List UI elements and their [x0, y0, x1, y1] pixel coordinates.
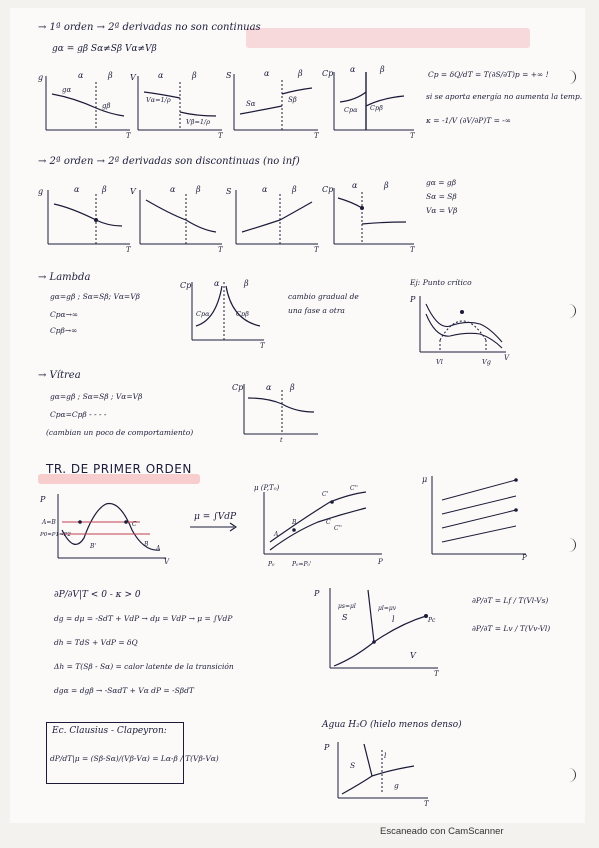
vitrea-eq-2: Cpα=Cpβ - - - -: [50, 410, 107, 419]
vitrea-heading: → Vítrea: [38, 370, 81, 381]
svg-text:α: α: [78, 71, 84, 80]
lambda-eq-3: Cpβ→∞: [50, 326, 78, 335]
svg-text:Cp: Cp: [322, 185, 334, 194]
svg-text:α: α: [350, 65, 356, 74]
cp-vs-t-second-order-plot: [322, 178, 422, 252]
s-vs-t-second-order-plot: [226, 180, 326, 252]
svg-text:V: V: [130, 187, 136, 196]
notebook-page: [10, 8, 585, 823]
svg-text:S: S: [342, 613, 348, 622]
second-order-eq-s: Sα = Sβ: [426, 192, 457, 201]
second-order-heading: → 2ª orden → 2ª derivadas son discontinuas (no inf): [38, 156, 300, 167]
s-vs-t-first-order-plot: [226, 64, 326, 138]
first-order-equations: gα = gβ Sα≠Sβ Vα≠Vβ: [52, 44, 157, 54]
highlight-mark: [246, 28, 530, 48]
lambda-note-line-2: una fase a otra: [288, 306, 345, 315]
svg-text:β: β: [290, 383, 295, 392]
svg-text:T: T: [434, 670, 439, 678]
svg-text:α: α: [214, 279, 220, 288]
binder-hole: [565, 768, 576, 782]
svg-text:V: V: [164, 558, 170, 566]
svg-text:V: V: [130, 73, 136, 82]
svg-text:Sβ: Sβ: [288, 96, 297, 104]
svg-text:Pc: Pc: [428, 617, 436, 624]
binder-hole: [565, 304, 576, 318]
cp-vitrea-plot: [232, 378, 322, 444]
svg-text:β: β: [192, 71, 197, 80]
v-vs-t-first-order-plot: [130, 68, 230, 138]
phase-diagram-pt-plot: [314, 578, 444, 680]
primer-orden-title: TR. DE PRIMER ORDEN: [46, 462, 192, 476]
svg-text:C'': C'': [334, 525, 342, 532]
vitrea-eq-1: gα=gβ ; Sα=Sβ ; Vα=Vβ: [50, 392, 143, 401]
svg-text:α: α: [264, 69, 270, 78]
svg-text:Cpα: Cpα: [196, 310, 210, 318]
lambda-eq-2: Cpα→∞: [50, 310, 79, 319]
svg-text:α: α: [262, 185, 268, 194]
svg-text:C: C: [132, 521, 137, 528]
svg-text:T: T: [410, 132, 415, 140]
svg-text:Cpβ: Cpβ: [370, 104, 383, 112]
svg-text:T: T: [260, 342, 265, 350]
svg-text:gβ: gβ: [102, 102, 111, 110]
svg-text:C': C': [322, 491, 329, 498]
lambda-heading: → Lambda: [38, 272, 91, 283]
critical-point-pv-plot: [410, 290, 510, 370]
water-phase-diagram-plot: [324, 736, 434, 806]
svg-text:μ: μ: [422, 475, 428, 484]
cp-note: si se aporta energía no aumenta la temp.: [426, 92, 583, 101]
svg-text:α: α: [170, 185, 176, 194]
equation-dh: dh = TdS + VdP = δQ: [54, 638, 138, 647]
svg-text:T: T: [218, 132, 223, 140]
svg-text:Cpα: Cpα: [344, 106, 358, 114]
svg-text:B: B: [144, 541, 149, 548]
svg-text:P: P: [522, 554, 527, 562]
svg-text:Vβ=1/ρ: Vβ=1/ρ: [186, 118, 211, 126]
svg-text:P: P: [314, 589, 320, 598]
svg-text:g: g: [38, 187, 44, 196]
svg-text:A: A: [156, 545, 161, 552]
clausius-clapeyron-title: Ec. Clausius - Clapeyron:: [52, 726, 167, 736]
svg-text:μl=μv: μl=μv: [378, 605, 397, 612]
svg-text:μs=μl: μs=μl: [338, 603, 356, 610]
lambda-note-line-1: cambio gradual de: [288, 292, 359, 301]
svg-text:Sα: Sα: [246, 100, 256, 108]
svg-text:β: β: [292, 185, 297, 194]
clapeyron-fusion: ∂P/∂T = Lf / T(Vl-Vs): [472, 596, 549, 605]
clausius-clapeyron-equation: dP/dT|μ = (Sβ-Sα)/(Vβ-Vα) = Lα-β / T(Vβ-Vα): [50, 754, 219, 763]
svg-text:α: α: [352, 181, 358, 190]
svg-text:Cp: Cp: [322, 69, 334, 78]
svg-text:C: C: [326, 519, 331, 526]
g-vs-t-second-order-plot: [38, 180, 138, 252]
svg-text:α: α: [74, 185, 80, 194]
svg-text:t: t: [280, 436, 283, 444]
second-order-eq-g: gα = gβ: [426, 178, 457, 187]
svg-text:A=B: A=B: [42, 519, 56, 526]
svg-text:S: S: [226, 187, 232, 196]
svg-text:P₀=P₀': P₀=P₀': [292, 561, 312, 568]
svg-text:β: β: [102, 185, 107, 194]
svg-text:l: l: [384, 751, 387, 760]
svg-text:A: A: [274, 531, 279, 538]
svg-text:β: β: [196, 185, 201, 194]
water-heading: Agua H₂O (hielo menos denso): [322, 720, 462, 730]
svg-text:T: T: [410, 246, 415, 254]
equation-dg: dg = dμ = -SdT + VdP → dμ = VdP → μ = ∫VdP: [54, 614, 233, 623]
svg-text:μ (P,T₀): μ (P,T₀): [254, 484, 280, 492]
svg-text:g: g: [38, 73, 44, 82]
svg-text:B': B': [90, 543, 97, 550]
kappa-definition: κ = -1/V (∂V/∂P)T = -∞: [426, 116, 512, 125]
svg-text:β: β: [298, 69, 303, 78]
svg-text:P: P: [324, 743, 330, 752]
g-vs-t-first-order-plot: [38, 68, 138, 138]
inequality-line: ∂P/∂V|T < 0 - κ > 0: [54, 590, 141, 600]
svg-text:C'': C'': [350, 485, 358, 492]
svg-text:P: P: [410, 295, 416, 304]
cp-vs-t-first-order-plot: [322, 62, 422, 138]
mu-vs-t-family-plot: [422, 470, 532, 564]
vitrea-eq-3: (cambian un poco de comportamiento): [46, 428, 194, 437]
svg-text:V: V: [410, 651, 416, 660]
svg-text:T: T: [424, 800, 429, 808]
mu-integral-label: μ = ∫VdP: [194, 512, 237, 522]
mu-integral-arrow: [190, 522, 240, 532]
clapeyron-vaporization: ∂P/∂T = Lv / T(Vv-Vl): [472, 624, 551, 633]
svg-text:T: T: [126, 132, 131, 140]
svg-text:T: T: [218, 246, 223, 254]
critical-point-label: Ej: Punto crítico: [410, 278, 472, 287]
svg-text:Vl: Vl: [436, 358, 443, 366]
pv-isotherm-plot: [40, 490, 172, 568]
cp-definition: Cp = δQ/dT = T(∂S/∂T)p = +∞ !: [428, 70, 549, 79]
equation-dg-equality: dgα = dgβ → -SαdT + Vα dP = -SβdT: [54, 686, 194, 695]
svg-text:V: V: [504, 354, 510, 362]
binder-hole: [565, 70, 576, 84]
equation-delta-h: Δh = T(Sβ - Sα) = calor latente de la transición: [54, 662, 234, 671]
svg-text:β: β: [108, 71, 113, 80]
svg-text:α: α: [266, 383, 272, 392]
lambda-eq-1: gα=gβ ; Sα=Sβ; Vα=Vβ: [50, 292, 140, 301]
svg-text:B: B: [292, 519, 297, 526]
svg-text:P0=P1=P2: P0=P1=P2: [40, 532, 71, 538]
svg-text:l: l: [392, 615, 395, 624]
svg-text:gα: gα: [62, 86, 72, 94]
v-vs-t-second-order-plot: [130, 180, 230, 252]
mu-vs-p-plot: [254, 478, 384, 572]
svg-text:β: β: [384, 181, 389, 190]
svg-text:T: T: [314, 246, 319, 254]
svg-text:β: β: [244, 279, 249, 288]
svg-text:P₀: P₀: [268, 561, 275, 568]
scanner-footer: Escaneado con CamScanner: [380, 826, 504, 837]
svg-text:S: S: [350, 761, 356, 770]
svg-text:Vα=1/ρ: Vα=1/ρ: [146, 96, 171, 104]
svg-text:α: α: [158, 71, 164, 80]
svg-text:T: T: [126, 246, 131, 254]
svg-text:Cp: Cp: [180, 281, 192, 290]
svg-text:T: T: [314, 132, 319, 140]
svg-text:S: S: [226, 71, 232, 80]
svg-text:g: g: [394, 781, 399, 790]
svg-text:Vg: Vg: [482, 358, 491, 366]
svg-text:β: β: [380, 65, 385, 74]
svg-text:P: P: [40, 495, 46, 504]
svg-text:Cp: Cp: [232, 383, 244, 392]
svg-text:Cpβ: Cpβ: [236, 310, 249, 318]
cp-lambda-plot: [180, 274, 268, 350]
first-order-heading: → 1ª orden → 2ª derivadas no son continuas: [38, 22, 261, 33]
svg-text:P: P: [378, 558, 383, 566]
second-order-eq-v: Vα = Vβ: [426, 206, 458, 215]
binder-hole: [565, 538, 576, 552]
